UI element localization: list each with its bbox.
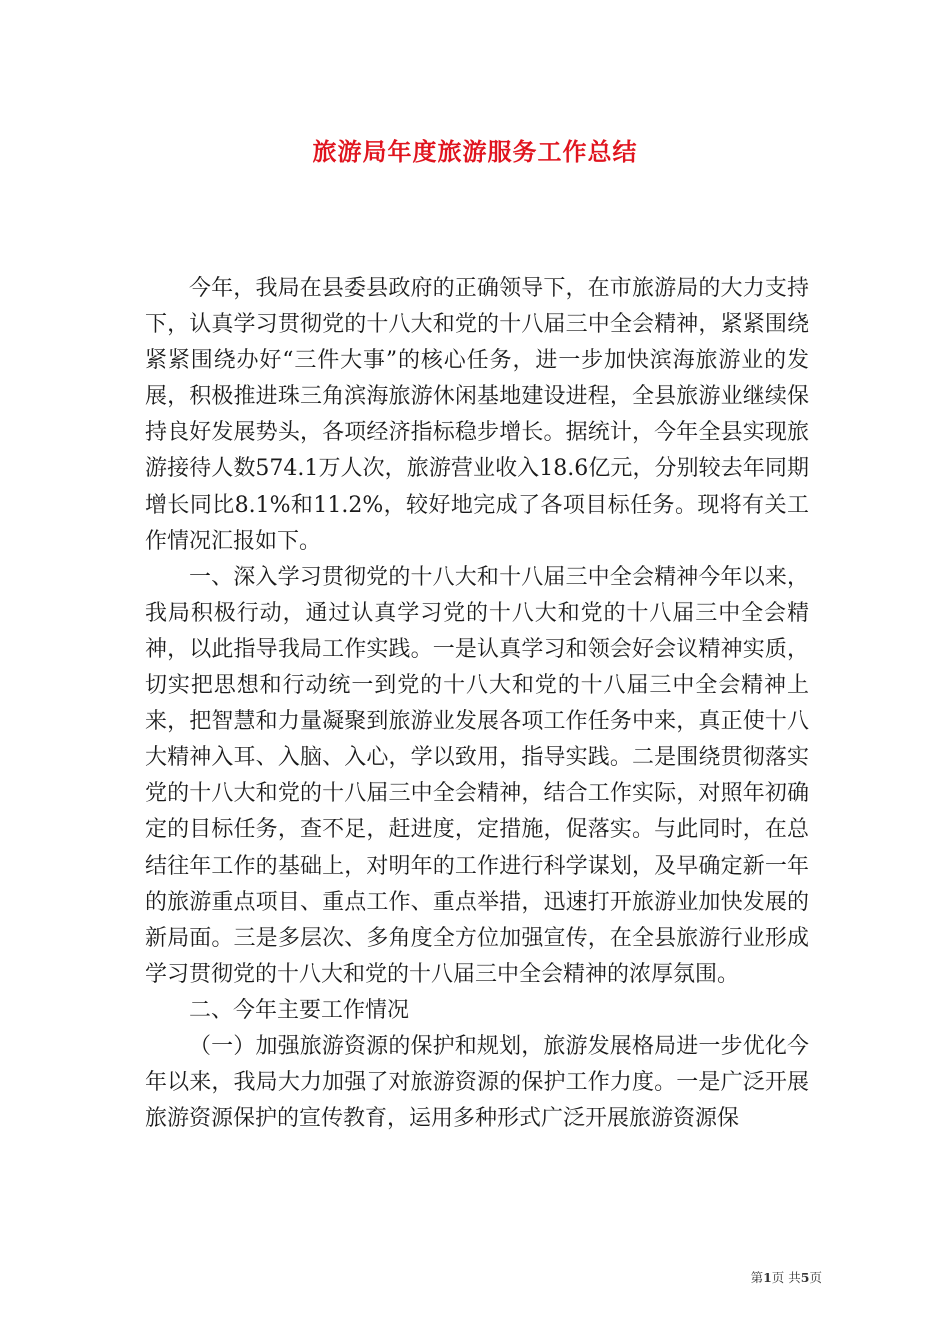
footer-prefix: 第 [750,1270,764,1285]
paragraph-section-two-heading: 二、今年主要工作情况 [189,997,410,1023]
paragraph-subsection-one: （一）加强旅游资源的保护和规划，旅游发展格局进一步优化今年以来，我局大力加强了对旅游资源的保护工作力度。一是广泛开展旅游资源保护的宣传教育，运用多种形式广泛开展旅游资源保 [145,1033,809,1132]
footer-current-page: 1 [763,1270,772,1285]
footer-middle: 页 共 [771,1270,801,1285]
page-footer [751,1268,822,1286]
footer-suffix: 页 [809,1270,822,1285]
paragraph-section-one: 一、深入学习贯彻党的十八大和十八届三中全会精神今年以来，我局积极行动，通过认真学习党的十八大和党的十八届三中全会精神，以此指导我局工作实践。一是认真学习和领会好会议精神实质，切实把思想和行动统一到党的十八大和党的十八届三中全会精神上来，把智慧和力量凝聚到旅游业发展各项工作任务中来，真正使十八大精神入耳、入脑、入心，学以致用，指导实践。二是围绕贯彻落实党的十八大和党的十八届三中全会精神，结合工作实际，对照年初确定的目标任务，查不足，赶进度，定措施，促落实。与此同时，在总结往年工作的基础上，对明年的工作进行科学谋划，及早确定新一年的旅游重点项目、重点工作、重点举措，迅速打开旅游业加快发展的新局面。三是多层次、多角度全方位加强宣传，在全县旅游行业形成学习贯彻党的十八大和党的十八届三中全会精神的浓厚氛围。 [145,564,809,987]
document-body [145,271,809,1137]
paragraph-intro: 今年，我局在县委县政府的正确领导下，在市旅游局的大力支持下，认真学习贯彻党的十八大和党的十八届三中全会精神，紧紧围绕紧紧围绕办好“三件大事”的核心任务，进一步加快滨海旅游业的发展，积极推进珠三角滨海旅游休闲基地建设进程，全县旅游业继续保持良好发展势头，各项经济指标稳步增长。据统计，今年全县实现旅游接待人数574.1万人次，旅游营业收入18.6亿元，分别较去年同期增长同比8.1%和11.2%，较好地完成了各项目标任务。现将有关工作情况汇报如下。 [145,276,809,554]
footer-total-pages: 5 [800,1270,810,1285]
document-title: 旅游局年度旅游服务工作总结 [312,137,638,166]
